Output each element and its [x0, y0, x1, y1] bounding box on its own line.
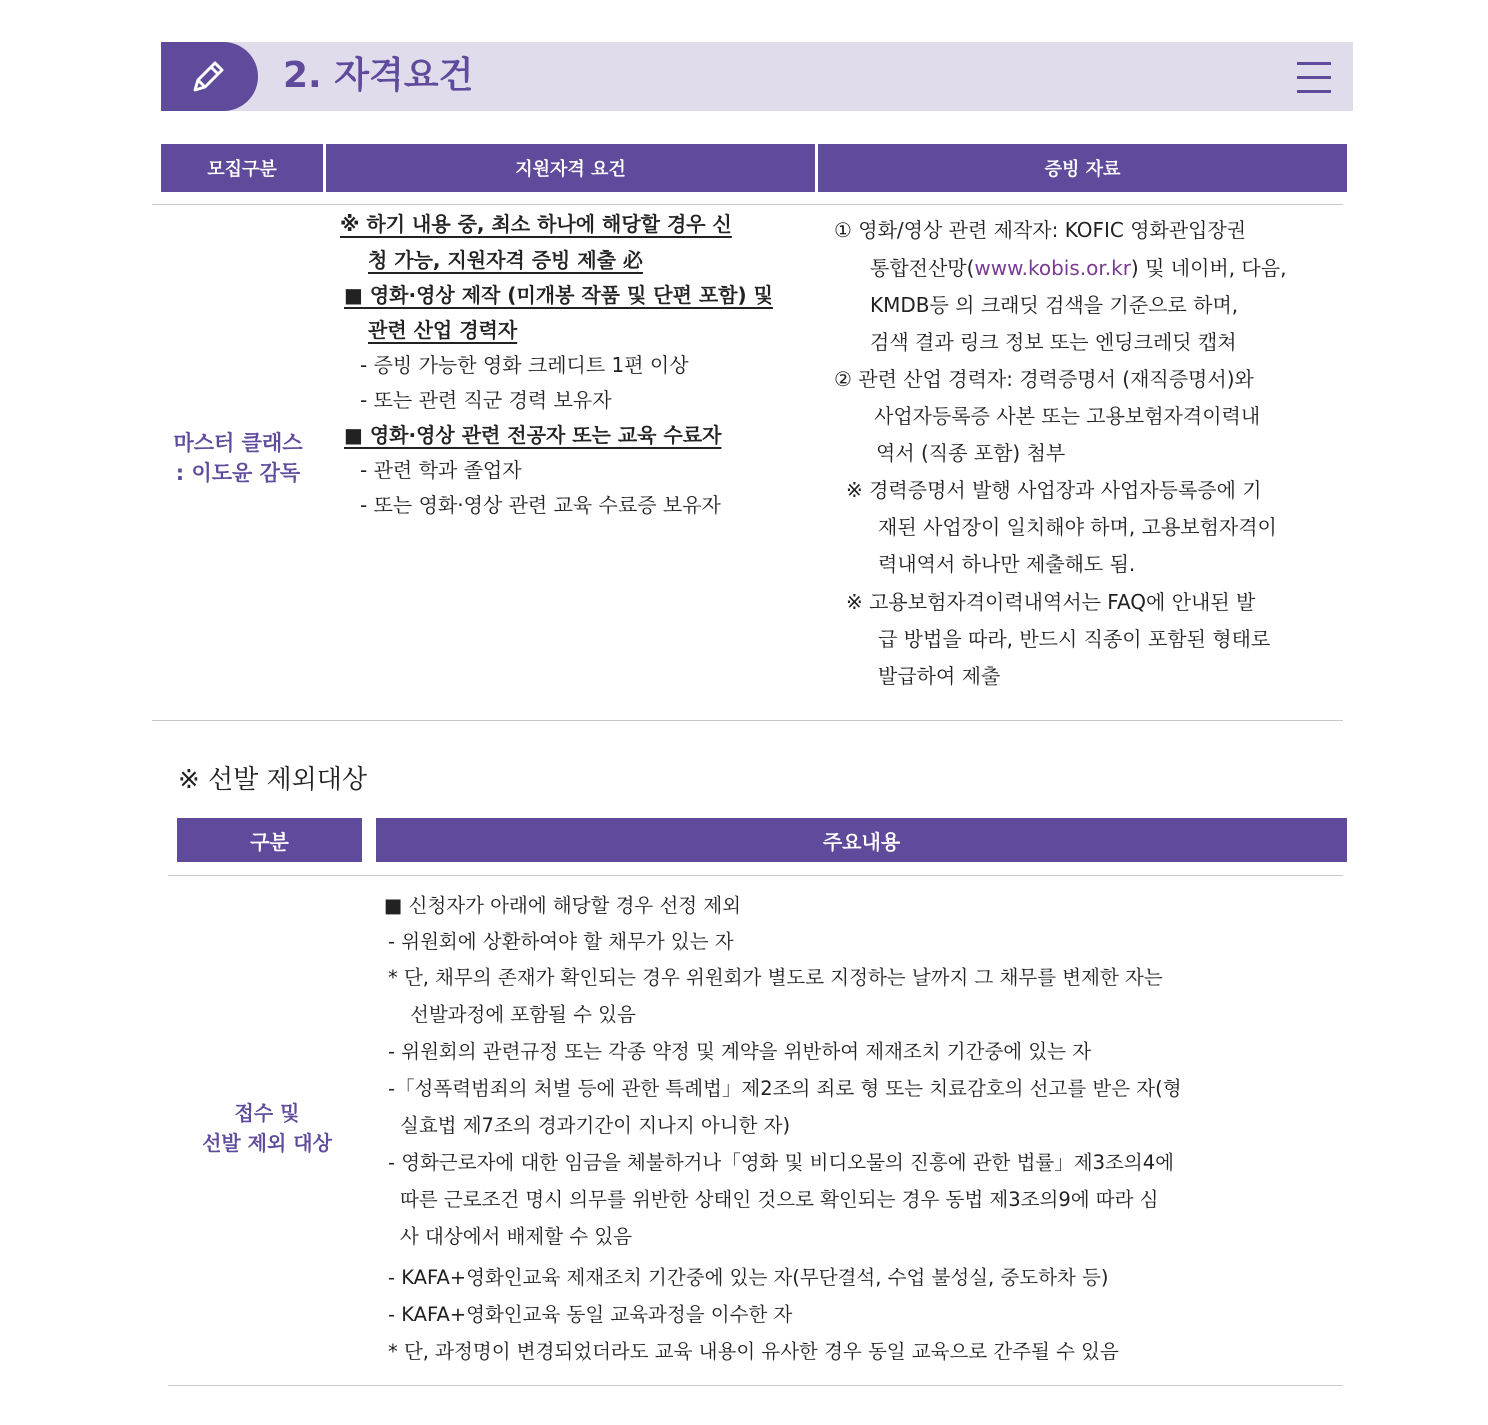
requirements-line: ■ 영화·영상 제작 (미개봉 작품 및 단편 포함) 및 [344, 283, 773, 307]
hamburger-menu-icon[interactable] [1297, 60, 1331, 94]
exclusion-line: 선발과정에 포함될 수 있음 [410, 1003, 636, 1026]
recruit-category [161, 428, 315, 488]
exclusion-line: * 단, 채무의 존재가 확인되는 경우 위원회가 별도로 지정하는 날까지 그 채무를 변제한 자는 [388, 966, 1163, 989]
table2-top-divider [168, 875, 1343, 876]
evidence-line: 재된 사업장이 일치해야 하며, 고용보험자격이 [878, 515, 1277, 539]
col-header-requirements: 지원자격 요건 [326, 144, 815, 192]
section-banner [161, 42, 1353, 111]
exclusion-line: * 단, 과정명이 변경되었더라도 교육 내용이 유사한 경우 동일 교육으로 간주될 수 있음 [388, 1340, 1119, 1363]
evidence-line: 통합전산망(www.kobis.or.kr) 및 네이버, 다음, [870, 256, 1287, 280]
exclusion-line: - 위원회의 관련규정 또는 각종 약정 및 계약을 위반하여 제재조치 기간중에 있는 자 [388, 1040, 1092, 1063]
exclusion-line: 사 대상에서 배제할 수 있음 [400, 1225, 633, 1248]
evidence-line: 검색 결과 링크 정보 또는 엔딩크레딧 캡쳐 [870, 330, 1237, 354]
col-header-main-content: 주요내용 [376, 818, 1347, 862]
exclusion-line: - 영화근로자에 대한 임금을 체불하거나「영화 및 비디오물의 진흥에 관한 법률」제3조의4에 [388, 1151, 1174, 1174]
exclusion-category-line1: 접수 및 [234, 1101, 300, 1125]
evidence-line: ② 관련 산업 경력자: 경력증명서 (재직증명서)와 [834, 367, 1254, 391]
exclusion-line: -「성폭력범죄의 처벌 등에 관한 특례법」제2조의 죄로 형 또는 치료감호의 선고를 받은 자(형 [388, 1077, 1182, 1100]
requirements-line: ■ 영화·영상 관련 전공자 또는 교육 수료자 [344, 423, 722, 447]
table1-bottom-divider [152, 720, 1343, 721]
evidence-line: 발급하여 제출 [878, 664, 1001, 688]
requirements-line: 관련 산업 경력자 [368, 318, 518, 342]
col-header-evidence: 증빙 자료 [818, 144, 1347, 192]
banner-icon-tab [161, 42, 258, 111]
exclusion-line: - KAFA+영화인교육 제재조치 기간중에 있는 자(무단결석, 수업 불성실, 중도하차 등) [388, 1266, 1109, 1289]
exclusion-line: 따른 근로조건 명시 의무를 위반한 상태인 것으로 확인되는 경우 동법 제3조의9에 따라 심 [400, 1188, 1159, 1211]
requirements-line: ※ 하기 내용 중, 최소 하나에 해당할 경우 신 [340, 212, 732, 236]
kobis-link[interactable]: www.kobis.or.kr [974, 256, 1131, 280]
evidence-line: 역서 (직종 포함) 첨부 [876, 441, 1066, 465]
exclusion-section-title: ※ 선발 제외대상 [178, 765, 368, 795]
evidence-line: ※ 고용보험자격이력내역서는 FAQ에 안내된 발 [846, 590, 1256, 614]
requirements-line: - 또는 영화·영상 관련 교육 수료증 보유자 [360, 493, 721, 517]
requirements-line: - 또는 관련 직군 경력 보유자 [360, 388, 612, 412]
exclusion-category [172, 1098, 362, 1158]
page-title: 2. 자격요건 [283, 55, 474, 96]
table1-top-divider [152, 204, 1343, 205]
recruit-category-line2: : 이도윤 감독 [175, 461, 301, 485]
requirements-line: 청 가능, 지원자격 증빙 제출 必 [368, 248, 643, 272]
table2-bottom-divider [168, 1385, 1343, 1386]
exclusion-line: ■ 신청자가 아래에 해당할 경우 선정 제외 [384, 894, 742, 917]
evidence-line: 력내역서 하나만 제출해도 됨. [878, 552, 1136, 576]
evidence-line: 사업자등록증 사본 또는 고용보험자격이력내 [874, 404, 1261, 428]
exclusion-line: - 위원회에 상환하여야 할 채무가 있는 자 [388, 930, 734, 953]
pencil-icon [187, 56, 229, 98]
requirements-line: - 관련 학과 졸업자 [360, 458, 522, 482]
recruit-category-line1: 마스터 클래스 [173, 431, 303, 455]
requirements-line: - 증빙 가능한 영화 크레디트 1편 이상 [360, 353, 689, 377]
evidence-line: ※ 경력증명서 발행 사업장과 사업자등록증에 기 [846, 478, 1262, 502]
evidence-line: ① 영화/영상 관련 제작자: KOFIC 영화관입장권 [834, 218, 1247, 242]
col-header-category: 모집구분 [161, 144, 323, 192]
exclusion-category-line2: 선발 제외 대상 [202, 1131, 332, 1155]
evidence-line: KMDB등 의 크래딧 검색을 기준으로 하며, [870, 293, 1239, 317]
col-header-division: 구분 [177, 818, 362, 862]
exclusion-line: - KAFA+영화인교육 동일 교육과정을 이수한 자 [388, 1303, 793, 1326]
evidence-line: 급 방법을 따라, 반드시 직종이 포함된 형태로 [878, 627, 1271, 651]
exclusion-line: 실효법 제7조의 경과기간이 지나지 아니한 자) [400, 1114, 791, 1137]
